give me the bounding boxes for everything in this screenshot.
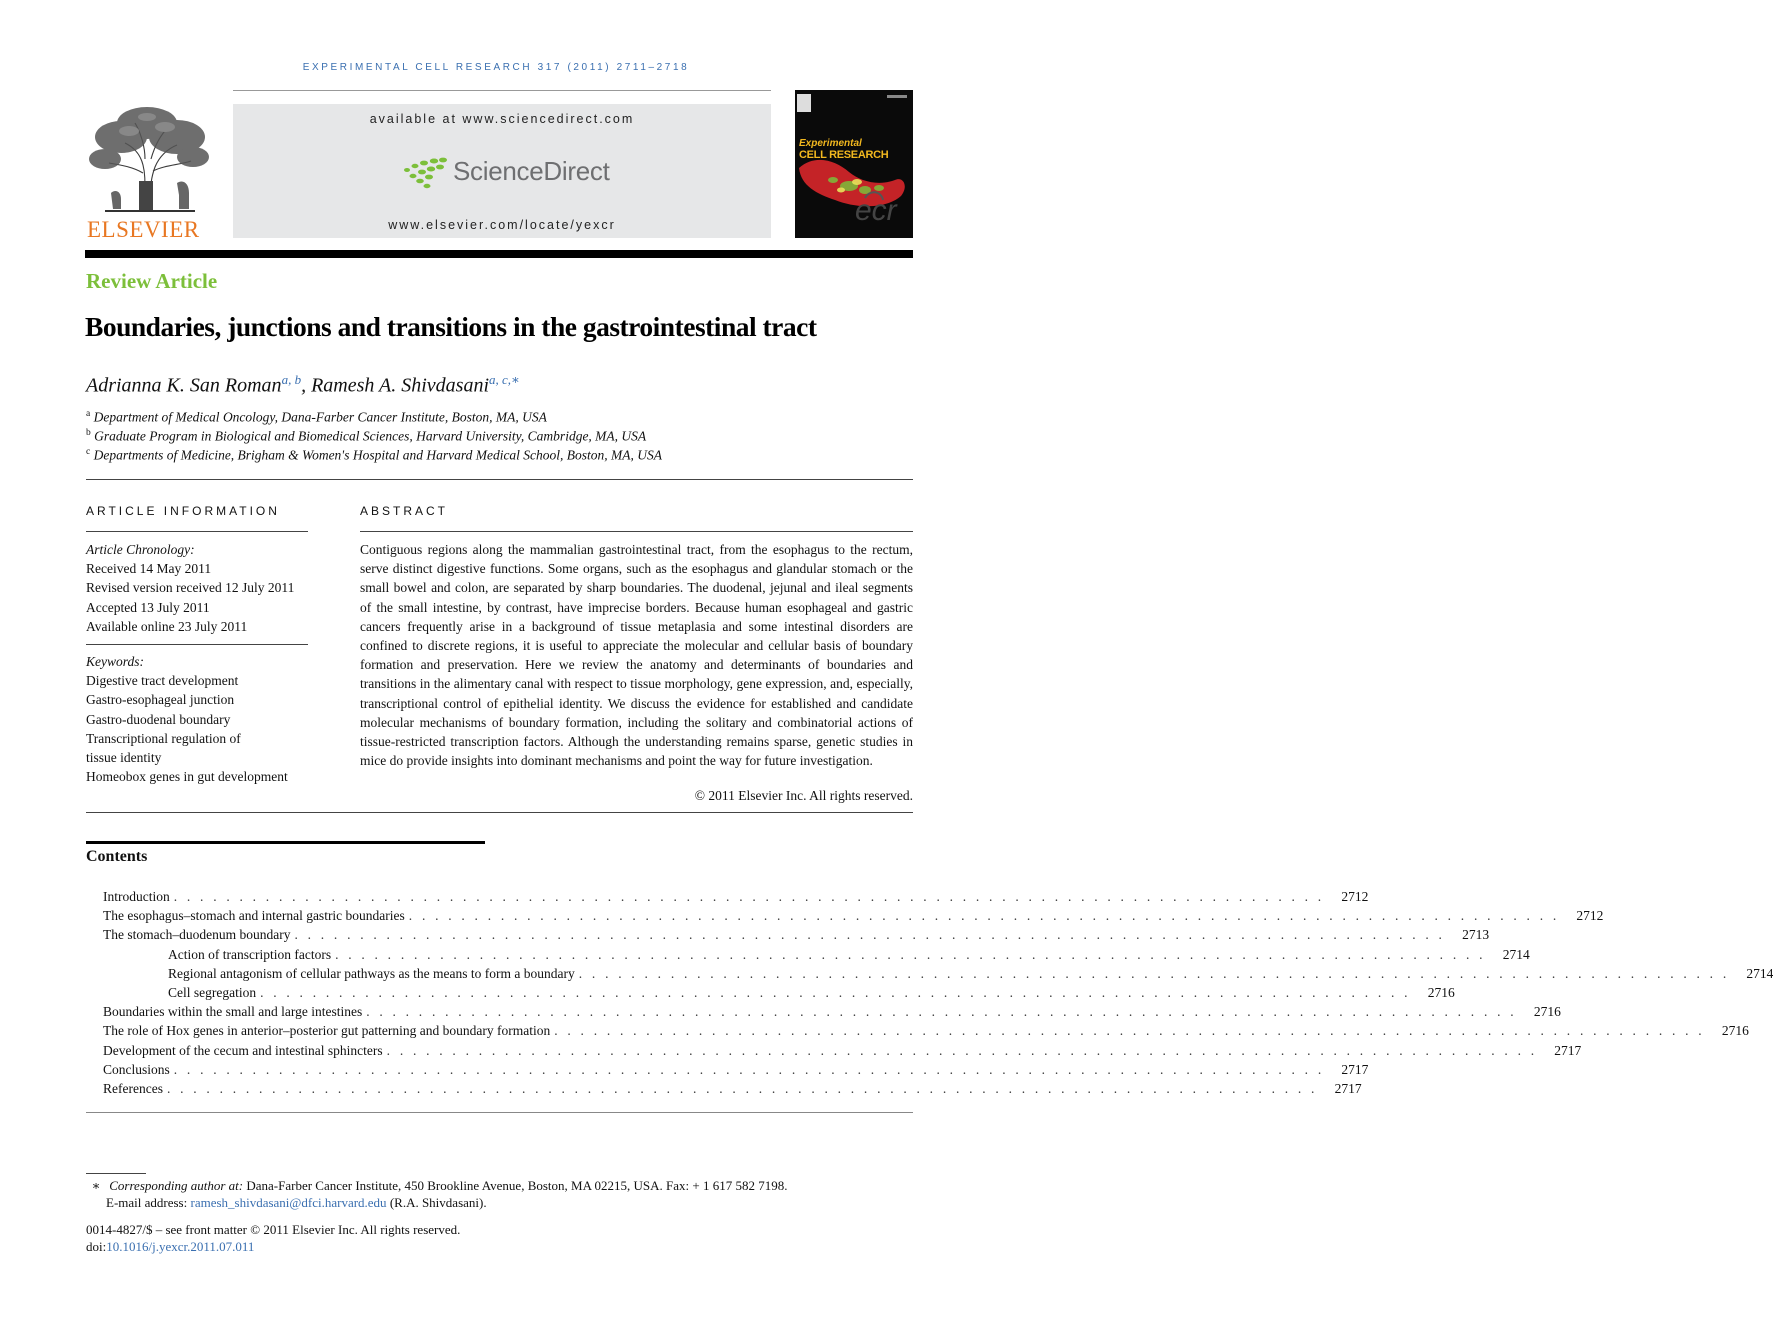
- toc-entry[interactable]: [86, 906, 1604, 925]
- sciencedirect-banner: [233, 104, 771, 238]
- corresponding-text: Dana-Farber Cancer Institute, 450 Brookline Avenue, Boston, MA 02215, USA. Fax: + 1 617 582 7198.: [246, 1178, 788, 1193]
- footnote-star: ∗: [91, 1178, 101, 1193]
- toc-entry[interactable]: [86, 1002, 1561, 1021]
- toc-entry-title: Introduction: [103, 889, 170, 904]
- header-thick-rule: [85, 250, 913, 258]
- toc-entry[interactable]: [86, 1041, 1582, 1060]
- toc-leader: . . . . . . . . . . . . . . . . . . . . . . . . . . . . . . . . . . . . . . . . . . . . . . . . . . . . . . . . . . . . . . . . . . . . . . . . . . . . . . . . . . . . . . . .: [386, 1042, 1538, 1058]
- journal-cover-image: [795, 90, 913, 238]
- banner-top-rule: [233, 90, 771, 91]
- sciencedirect-wordmark: ScienceDirect: [453, 156, 610, 186]
- affiliation-c: [86, 447, 662, 464]
- keyword-item: Homeobox genes in gut development: [86, 769, 288, 785]
- abstract-text: Contiguous regions along the mammalian gastrointestinal tract, from the esophagus to the rectum, serve distinct digestive functions. Some organs, such as the esophagus and glandular stomach or the small bowel and colon, are separated by sharp boundaries. The duodenal, jejunal and ileal segments of the small intestine, by contrast, have imprecise borders. Because human esophageal and gastric cancers frequently arise in a background of tissue metaplasia and some intestinal disorders are confined to discrete regions, it is useful to appreciate the molecular and cellular basis of boundary formation and preservation. Here we review the anatomy and determinants of boundaries and transitions in the alimentary canal with respect to tissue morphology, gene expression, and, especially, transcriptional control of epithelial identity. We discuss the evidence for established and candidate molecular mechanisms of boundary formation, including the solitary and combinatorial actions of tissue-restricted transcription factors. Although the understanding remains sparse, genetic studies in mice do provide insights into dominant mechanisms and point the way for future investigation.: [360, 542, 913, 769]
- article-title: Boundaries, junctions and transitions in the gastrointestinal tract: [85, 311, 817, 342]
- toc-entry-title: Development of the cecum and intestinal sphincters: [103, 1042, 383, 1058]
- toc-entry[interactable]: [86, 945, 1530, 964]
- issn-line: 0014-4827/$ – see front matter © 2011 Elsevier Inc. All rights reserved.: [86, 1222, 461, 1237]
- toc-entry-page: 2713: [1462, 927, 1490, 943]
- toc-entry-title: Cell segregation: [168, 984, 257, 1000]
- affiliation-rule: [86, 479, 913, 480]
- toc-leader: . . . . . . . . . . . . . . . . . . . . . . . . . . . . . . . . . . . . . . . . . . . . . . . . . . . . . . . . . . . . . . . . . . . . . . . . . . . . . . . . . . . . . . . .: [335, 946, 1486, 962]
- toc-entry-title: Action of transcription factors: [168, 946, 332, 962]
- keyword-item: Transcriptional regulation of: [86, 730, 241, 746]
- available-at-text: available at www.sciencedirect.com: [369, 112, 635, 126]
- toc-entry-page: 2714: [1502, 946, 1530, 962]
- author-affil-link[interactable]: a, b: [281, 372, 302, 387]
- toc-entry-page: 2717: [1554, 1042, 1582, 1058]
- toc-leader: . . . . . . . . . . . . . . . . . . . . . . . . . . . . . . . . . . . . . . . . . . . . . . . . . . . . . . . . . . . . . . . . . . . . . . . . . . . . . . . . . . . . . . . .: [173, 1061, 1325, 1077]
- toc-leader: . . . . . . . . . . . . . . . . . . . . . . . . . . . . . . . . . . . . . . . . . . . . . . . . . . . . . . . . . . . . . . . . . . . . . . . . . . . . . . . . . . . . . . . .: [578, 965, 1730, 981]
- corresponding-author-note: [86, 1178, 787, 1194]
- contents-rule: [86, 841, 485, 844]
- toc-entry-title: Conclusions: [103, 1061, 170, 1077]
- keyword-item: Digestive tract development: [86, 673, 239, 689]
- abstract-rule: [360, 531, 913, 532]
- toc-entry[interactable]: [86, 983, 1455, 1002]
- elsevier-logo: [85, 103, 213, 243]
- article-type: Review Article: [86, 269, 218, 293]
- affiliation-text: Graduate Program in Biological and Biomedical Sciences, Harvard University, Cambridge, MA, USA: [94, 428, 647, 444]
- toc-entry-page: 2712: [1341, 889, 1369, 904]
- email-note: [106, 1195, 487, 1211]
- toc-entry-title: Regional antagonism of cellular pathways as the means to form a boundary: [168, 965, 575, 981]
- author-name: Ramesh A. Shivdasani: [311, 374, 490, 397]
- chronology-item: Accepted 13 July 2011: [86, 599, 210, 615]
- article-chronology: [86, 540, 294, 636]
- doi-label: doi:: [86, 1239, 107, 1254]
- chronology-label: Article Chronology:: [86, 542, 195, 557]
- chronology-item: Revised version received 12 July 2011: [86, 580, 295, 596]
- toc-entry-page: 2716: [1533, 1004, 1561, 1020]
- abstract-copyright: © 2011 Elsevier Inc. All rights reserved.: [694, 788, 913, 803]
- cover-mark: ecr: [855, 194, 897, 227]
- author-list: [86, 372, 520, 398]
- abstract-bottom-rule: [86, 812, 913, 813]
- toc-entry-page: 2716: [1427, 984, 1455, 1000]
- affiliation-b: [86, 428, 646, 445]
- sciencedirect-dots-icon: [399, 154, 449, 190]
- toc-entry[interactable]: [86, 1079, 1362, 1098]
- toc-entry[interactable]: [86, 887, 1369, 906]
- keywords-label: Keywords:: [86, 654, 144, 669]
- affiliation-key: c: [86, 447, 91, 457]
- author-separator: ,: [301, 374, 312, 397]
- author-affil-link[interactable]: a, c,∗: [489, 372, 520, 387]
- journal-header: EXPERIMENTAL CELL RESEARCH 317 (2011) 2711–2718: [302, 62, 690, 73]
- toc-entry-title: References: [103, 1080, 163, 1096]
- footnote-rule: [86, 1173, 146, 1174]
- toc-entry[interactable]: [86, 925, 1490, 944]
- sciencedirect-logo[interactable]: [399, 152, 639, 192]
- cover-title-line2: CELL RESEARCH: [799, 149, 889, 161]
- toc-entry-title: The stomach–duodenum boundary: [103, 927, 291, 943]
- elsevier-wordmark: ELSEVIER: [87, 217, 200, 242]
- article-info-heading: ARTICLE INFORMATION: [86, 504, 280, 518]
- toc-entry-page: 2717: [1334, 1080, 1362, 1096]
- chronology-item: Received 14 May 2011: [86, 561, 212, 577]
- keyword-item: Gastro-duodenal boundary: [86, 711, 231, 727]
- toc-leader: . . . . . . . . . . . . . . . . . . . . . . . . . . . . . . . . . . . . . . . . . . . . . . . . . . . . . . . . . . . . . . . . . . . . . . . . . . . . . . . . . . . . . . . .: [166, 1080, 1318, 1096]
- toc-leader: . . . . . . . . . . . . . . . . . . . . . . . . . . . . . . . . . . . . . . . . . . . . . . . . . . . . . . . . . . . . . . . . . . . . . . . . . . . . . . . . . . . . . . . .: [260, 984, 1411, 1000]
- toc-entry-title: Boundaries within the small and large intestines: [103, 1004, 363, 1020]
- author-name: Adrianna K. San Roman: [86, 374, 282, 397]
- toc-leader: . . . . . . . . . . . . . . . . . . . . . . . . . . . . . . . . . . . . . . . . . . . . . . . . . . . . . . . . . . . . . . . . . . . . . . . . . . . . . . . . . . . . . . . .: [554, 1023, 1705, 1039]
- toc-entry-page: 2714: [1746, 965, 1773, 981]
- toc-leader: . . . . . . . . . . . . . . . . . . . . . . . . . . . . . . . . . . . . . . . . . . . . . . . . . . . . . . . . . . . . . . . . . . . . . . . . . . . . . . . . . . . . . . . .: [173, 889, 1325, 904]
- abstract-heading: ABSTRACT: [360, 504, 449, 518]
- affiliation-key: a: [86, 409, 91, 419]
- email-link[interactable]: ramesh_shivdasani@dfci.harvard.edu: [190, 1195, 387, 1210]
- article-info-rule: [86, 531, 308, 532]
- toc-leader: . . . . . . . . . . . . . . . . . . . . . . . . . . . . . . . . . . . . . . . . . . . . . . . . . . . . . . . . . . . . . . . . . . . . . . . . . . . . . . . . . . . . . . . .: [294, 927, 1446, 943]
- keywords-list: [86, 652, 288, 786]
- elsevier-tree-icon: [85, 103, 213, 215]
- affiliation-text: Departments of Medicine, Brigham & Women's Hospital and Harvard Medical School, Boston, MA, USA: [93, 447, 663, 463]
- contents-heading: Contents: [86, 848, 148, 865]
- table-of-contents: [86, 887, 1773, 1098]
- doi-line: [86, 1239, 254, 1255]
- chronology-item: Available online 23 July 2011: [86, 618, 248, 634]
- toc-entry[interactable]: [86, 964, 1773, 983]
- doi-link[interactable]: 10.1016/j.yexcr.2011.07.011: [106, 1239, 255, 1254]
- journal-url[interactable]: www.elsevier.com/locate/yexcr: [388, 218, 616, 232]
- keyword-item: Gastro-esophageal junction: [86, 692, 235, 708]
- affiliation-text: Department of Medical Oncology, Dana-Farber Cancer Institute, Boston, MA, USA: [93, 409, 547, 425]
- toc-leader: . . . . . . . . . . . . . . . . . . . . . . . . . . . . . . . . . . . . . . . . . . . . . . . . . . . . . . . . . . . . . . . . . . . . . . . . . . . . . . . . . . . . . . . .: [366, 1004, 1517, 1020]
- keywords-rule: [86, 644, 308, 645]
- affiliation-a: [86, 409, 547, 426]
- toc-entry-title: The role of Hox genes in anterior–posterior gut patterning and boundary formation: [103, 1023, 551, 1039]
- affiliation-key: b: [86, 428, 91, 438]
- toc-entry-page: 2716: [1721, 1023, 1749, 1039]
- contents-bottom-rule: [86, 1112, 913, 1113]
- email-suffix: (R.A. Shivdasani).: [389, 1195, 487, 1210]
- keyword-item: tissue identity: [86, 750, 162, 766]
- corresponding-label: Corresponding author at:: [109, 1178, 244, 1193]
- cover-title-line1: Experimental: [799, 138, 862, 149]
- email-label: E-mail address:: [106, 1195, 188, 1210]
- toc-entry-page: 2712: [1576, 908, 1604, 924]
- toc-entry[interactable]: [86, 1060, 1369, 1079]
- toc-entry-title: The esophagus–stomach and internal gastric boundaries: [103, 908, 405, 924]
- toc-entry-page: 2717: [1341, 1061, 1369, 1077]
- toc-entry[interactable]: [86, 1021, 1749, 1040]
- toc-leader: . . . . . . . . . . . . . . . . . . . . . . . . . . . . . . . . . . . . . . . . . . . . . . . . . . . . . . . . . . . . . . . . . . . . . . . . . . . . . . . . . . . . . . . .: [408, 908, 1560, 924]
